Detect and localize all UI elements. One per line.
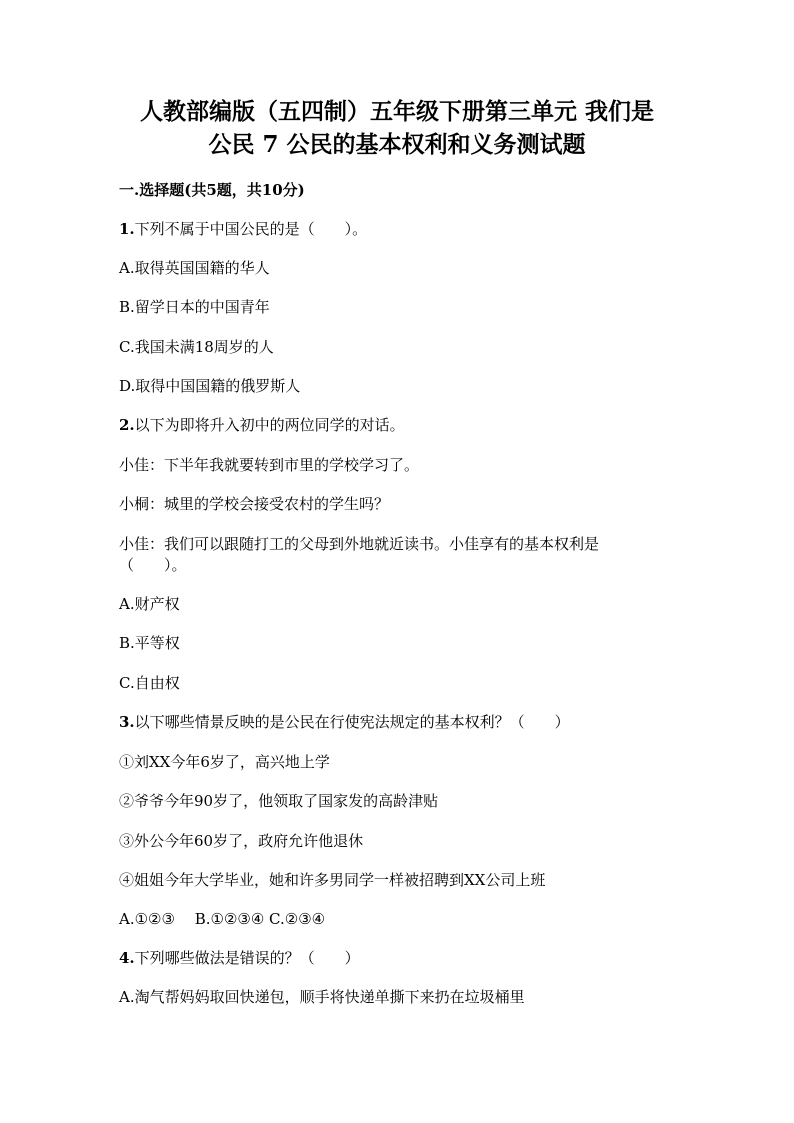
question-stem: 以下为即将升入初中的两位同学的对话。: [134, 416, 405, 434]
option-a: A.淘气帮妈妈取回快递包，顺手将快递单撕下来扔在垃圾桶里: [119, 988, 525, 1006]
question-number: 4.: [119, 949, 135, 967]
option-a: A.取得英国国籍的华人: [119, 259, 270, 277]
dialogue-line: （ ）。: [119, 556, 187, 574]
statement-4: ④姐姐今年大学毕业，她和许多男同学一样被招聘到XX公司上班: [119, 871, 546, 889]
option-b: B.留学日本的中国青年: [119, 298, 270, 316]
question-stem: 以下哪些情景反映的是公民在行使宪法规定的基本权利？（ ）: [134, 713, 570, 731]
dialogue-line: 小佳：下半年我就要转到市里的学校学习了。: [119, 456, 420, 474]
question-2: [119, 415, 405, 435]
document-title-line-1: 人教部编版（五四制）五年级下册第三单元 我们是: [139, 98, 654, 125]
statement-1: ①刘XX今年6岁了，高兴地上学: [119, 753, 330, 771]
option-c: C.我国未满18周岁的人: [119, 338, 274, 356]
statement-2: ②爷爷今年90岁了，他领取了国家发的高龄津贴: [119, 792, 439, 810]
question-number: 3.: [119, 713, 135, 731]
option-c: C.自由权: [119, 674, 180, 692]
question-stem: 下列哪些做法是错误的？（ ）: [134, 949, 360, 967]
option-d: D.取得中国国籍的俄罗斯人: [119, 377, 301, 395]
option-b: B.平等权: [119, 634, 180, 652]
option-a: A.财产权: [119, 595, 180, 613]
statement-3: ③外公今年60岁了，政府允许他退休: [119, 832, 364, 850]
document-title-line-2: 公民 7 公民的基本权利和义务测试题: [208, 131, 586, 158]
question-1: [119, 219, 367, 239]
question-stem: 下列不属于中国公民的是（ ）。: [134, 220, 368, 238]
dialogue-line: 小桐：城里的学校会接受农村的学生吗？: [119, 495, 390, 513]
question-number: 1.: [119, 220, 135, 238]
options-line: A.①②③ B.①②③④ C.②③④: [119, 910, 326, 928]
question-3: [119, 712, 570, 732]
question-number: 2.: [119, 416, 135, 434]
section-heading: 一.选择题(共5题，共10分): [119, 181, 305, 199]
dialogue-line: 小佳：我们可以跟随打工的父母到外地就近读书。小佳享有的基本权利是: [119, 535, 600, 553]
question-4: [119, 948, 360, 968]
